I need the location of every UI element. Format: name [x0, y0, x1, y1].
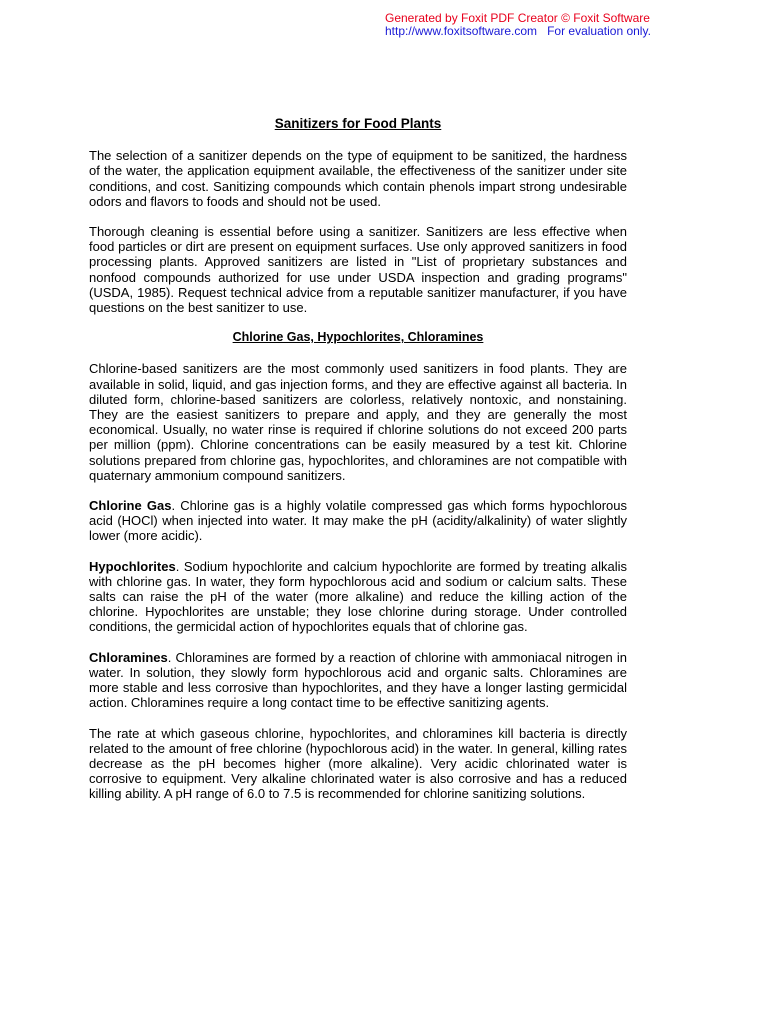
term-chloramines-text: . Chloramines are formed by a reaction of chlorine with ammoniacal nitrogen in water. In solution, they slowly form hypochlorous acid and organic salts. Chloramines are more stable and less corrosive than hypochlorites, and they have a longer lasting germicidal action. Chloramines require a long contact time to be effective sanitizing agents. [89, 649, 627, 711]
term-chlorine-gas: Chlorine Gas [89, 498, 172, 514]
intro-paragraph-2: Thorough cleaning is essential before using a sanitizer. Sanitizers are less effective when food particles or dirt are present on equipment surfaces. Use only approved sanitizers in food processing plants. Approved sanitizers are listed in "List of proprietary substances and nonfood compounds authorized for use under USDA inspection and grading programs" (USDA, 1985). Request technical advice from a reputable sanitizer manufacturer, if you have questions on the best sanitizer to use. [89, 224, 627, 316]
section-heading: Chlorine Gas, Hypochlorites, Chloramines [232, 330, 484, 345]
closing-paragraph: The rate at which gaseous chlorine, hypochlorites, and chloramines kill bacteria is directly related to the amount of free chlorine (hypochlorous acid) in the water. In general, killing rates decrease as the pH becomes higher (more alkaline). Very acidic chlorinated water is corrosive to equipment. Very alkaline chlorinated water is also corrosive and has a reduced killing ability. A pH range of 6.0 to 7.5 is recommended for chlorine sanitizing solutions. [89, 725, 627, 802]
watermark-generator-text: Generated by Foxit PDF Creator © Foxit Software [385, 11, 650, 25]
document-title: Sanitizers for Food Plants [274, 116, 442, 131]
term-paragraph-chlorine-gas [89, 498, 627, 544]
watermark-evaluation-line [385, 25, 685, 38]
watermark-evaluation-note: For evaluation only. [547, 24, 651, 38]
document-page [89, 116, 627, 817]
term-chloramines: Chloramines [89, 649, 168, 665]
term-paragraph-hypochlorites [89, 559, 627, 635]
term-paragraph-chloramines [89, 650, 627, 711]
term-hypochlorites: Hypochlorites [89, 558, 176, 574]
section-intro-paragraph: Chlorine-based sanitizers are the most commonly used sanitizers in food plants. They are available in solid, liquid, and gas injection forms, and they are effective against all bacteria. In diluted form, chlorine-based sanitizers are colorless, relatively nontoxic, and nonstaining. They are the easiest sanitizers to prepare and apply, and they are generally the most economical. Usually, no water rinse is required if chlorine solutions do not exceed 200 parts per million (ppm). Chlorine concentrations can be easily measured by a test kit. Chlorine solutions prepared from chlorine gas, hypochlorites, and chloramines are not compatible with quaternary ammonium compound sanitizers. [89, 361, 627, 483]
term-chlorine-gas-text: . Chlorine gas is a highly volatile compressed gas which forms hypochlorous acid (HOCl) when injected into water. It may make the pH (acidity/alkalinity) of water slightly lower (more acidic). [89, 498, 627, 544]
foxit-watermark [385, 12, 685, 38]
intro-paragraph-1: The selection of a sanitizer depends on the type of equipment to be sanitized, the hardness of the water, the application equipment available, the effectiveness of the sanitizer under site conditions, and cost. Sanitizing compounds which contain phenols impart strong undesirable odors and flavors to foods and should not be used. [89, 148, 627, 209]
term-hypochlorites-text: . Sodium hypochlorite and calcium hypochlorite are formed by treating alkalis with chlorine gas. In water, they form hypochlorous acid and sodium or calcium salts. These salts can raise the pH of the water (more alkaline) and reduce the killing action of the chlorine. Hypochlorites are unstable; they lose chlorine during storage. Under controlled conditions, the germicidal action of hypochlorites equals that of chlorine gas. [89, 558, 627, 635]
watermark-url-link[interactable]: http://www.foxitsoftware.com [385, 24, 538, 38]
